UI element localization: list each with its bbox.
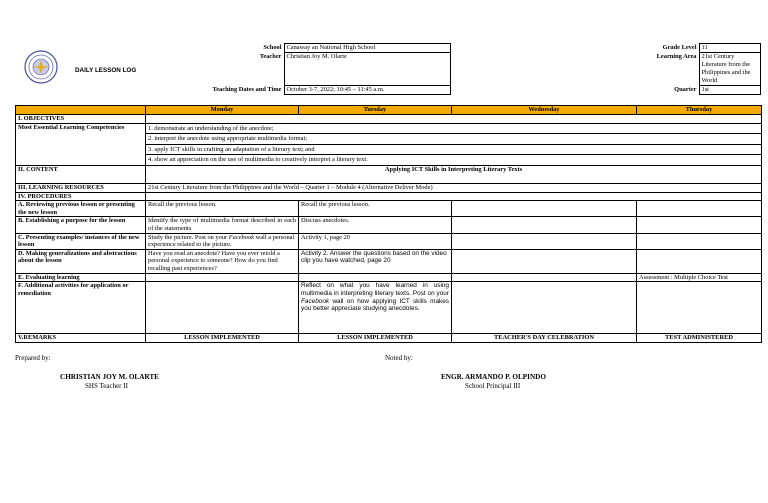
day-header-tuesday: Tuesday bbox=[299, 106, 452, 115]
quarter-label: Quarter bbox=[674, 85, 697, 93]
grade-label: Grade Level bbox=[662, 43, 697, 51]
objective-item: 3. apply ICT skills in crafting an adaptation of a literary text; and bbox=[146, 145, 761, 156]
noter-title: School Principal III bbox=[465, 382, 521, 390]
objective-item: 4. show an appreciation on the use of multimedia to creatively interpret a literary text. bbox=[148, 156, 368, 164]
content-text: Applying ICT Skills in Interpreting Literary Texts bbox=[146, 165, 762, 183]
day-header-thursday: Thursday bbox=[637, 106, 762, 115]
header-table bbox=[15, 43, 761, 95]
noted-by-label: Noted by: bbox=[385, 354, 413, 362]
prepared-by-label: Prepared by: bbox=[15, 354, 51, 362]
objectives-list bbox=[146, 123, 762, 165]
resources-heading: III. LEARNING RESOURCES bbox=[16, 183, 146, 192]
procedure-c-monday: Study the picture. Post on your Facebook wall a personal experience related to the picture. bbox=[146, 233, 299, 249]
dates-label: Teaching Dates and Time bbox=[212, 85, 282, 93]
procedure-f-label: F. Additional activities for application or remediation bbox=[16, 282, 146, 334]
day-header-monday: Monday bbox=[146, 106, 299, 115]
procedure-e-thursday: Assessment : Multiple Choice Test bbox=[637, 273, 762, 282]
melc-label: Most Essential Learning Competencies bbox=[16, 123, 146, 165]
remarks-monday: LESSON IMPLEMENTED bbox=[146, 334, 299, 343]
procedure-b-tuesday: Discuss anecdotes. bbox=[299, 217, 452, 233]
preparer-title: SHS Teacher II bbox=[85, 382, 128, 390]
procedure-a-tuesday: Recall the previous lesson. bbox=[299, 201, 452, 217]
preparer-name: CHRISTIAN JOY M. OLARTE bbox=[60, 373, 159, 381]
school-value: Canaway an National High School bbox=[284, 44, 450, 53]
procedure-f-tuesday: Reflect on what you have learned in using multimedia in interpreting literary texts. Post on your Facebook wall on how applying ICT skills makes you better appreciate studying anecdotes. bbox=[299, 282, 452, 334]
day-header-wednesday: Wednesday bbox=[452, 106, 637, 115]
teacher-label: Teacher bbox=[259, 52, 282, 60]
dates-value: October 3-7, 2022; 10:45 – 11:45 a.m. bbox=[284, 86, 450, 95]
objective-item: 2. interpret the anecdote using appropriate multimedia format; bbox=[146, 134, 761, 145]
document-title: DAILY LESSON LOG bbox=[75, 67, 137, 74]
area-value: 21st Century Literature from the Philippines and the World bbox=[699, 53, 760, 86]
objectives-heading: I. OBJECTIVES bbox=[16, 115, 146, 124]
procedures-heading: IV. PROCEDURES bbox=[16, 192, 146, 201]
procedure-b-label: B. Establishing a purpose for the lesson bbox=[16, 217, 146, 233]
noter-name: ENGR. ARMANDO P. OLPINDO bbox=[441, 373, 546, 381]
procedure-a-monday: Recall the previous lesson. bbox=[146, 201, 299, 217]
remarks-wednesday: TEACHER'S DAY CELEBRATION bbox=[452, 334, 637, 343]
school-label: School bbox=[263, 43, 282, 51]
procedure-d-label: D. Making generalizations and abstractions about the lesson bbox=[16, 249, 146, 273]
remarks-tuesday: LESSON IMPLEMENTED bbox=[299, 334, 452, 343]
teacher-value: Christian Joy M. Olarte bbox=[284, 53, 450, 86]
lesson-log-table bbox=[15, 105, 762, 343]
grade-value: 11 bbox=[699, 44, 760, 53]
remarks-heading: V.REMARKS bbox=[16, 334, 146, 343]
procedure-c-label: C. Presenting examples/ instances of the new lesson bbox=[16, 233, 146, 249]
procedure-c-tuesday: Activity 1, page 20 bbox=[299, 233, 452, 249]
procedure-d-tuesday: Activity 2. Answer the questions based on the video clip you have watched, page 20 bbox=[299, 249, 452, 273]
quarter-value: 1st bbox=[699, 86, 760, 95]
remarks-thursday: TEST ADMINISTERED bbox=[637, 334, 762, 343]
area-label: Learning Area bbox=[656, 52, 697, 60]
procedure-e-label: E. Evaluating learning bbox=[16, 273, 146, 282]
procedure-b-monday: Identify the type of multimedia format described in each of the statements bbox=[146, 217, 299, 233]
procedure-d-monday: Have you read an anecdote? Have you ever retold a personal experience to someone? How do you find recalling past experiences? bbox=[146, 249, 299, 273]
objective-item: 1. demonstrate an understanding of the anecdote; bbox=[146, 124, 761, 135]
content-heading: II. CONTENT bbox=[16, 165, 146, 183]
resources-text: 21st Century Literature from the Philippines and the World – Quarter 1 – Module 4 (Alternative Deliver Mode) bbox=[146, 183, 762, 192]
procedure-a-label: A. Reviewing previous lesson or presenting the new lesson bbox=[16, 201, 146, 217]
